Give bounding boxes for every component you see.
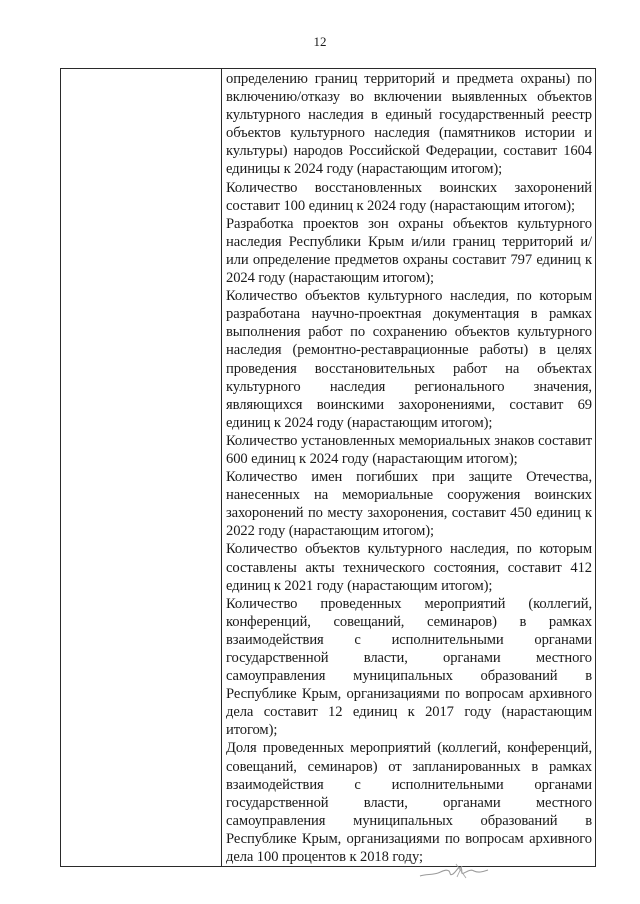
paragraph: Количество объектов культурного наследия, по которым составлены акты технического состояния, составит 412 единиц к 2021 году (нарастающим итогом);: [226, 541, 592, 594]
cell-text: [222, 69, 595, 866]
handwritten-signature-icon: [416, 858, 496, 884]
paragraph: Разработка проектов зон охраны объектов культурного наследия Республики Крым и/или границ территорий и/или определение предметов охраны составит 797 единиц к 2024 году (нарастающим итогом);: [226, 215, 592, 287]
right-cell: [222, 69, 596, 867]
table-row: [61, 69, 596, 867]
paragraph: Количество объектов культурного наследия, по которым разработана научно-проектная документация в рамках выполнения работ по сохранению объектов культурного наследия (ремонтно-реставрационные работы) в целях проведения восстановительных работ на объектах культурного наследия регионального значения, являющихся воинскими захоронениями, составит 69 единиц к 2024 году (нарастающим итогом);: [226, 288, 592, 431]
paragraph: Количество имен погибших при защите Отечества, нанесенных на мемориальные сооружения воинских захоронений по месту захоронения, составит 450 единиц к 2022 году (нарастающим итогом);: [226, 469, 592, 540]
paragraph: Количество проведенных мероприятий (коллегий, конференций, совещаний, семинаров) в рамках взаимодействия с исполнительными органами государственной власти, органами местного самоуправления муниципальных образований в Республике Крым, организациями по вопросам архивного дела составит 12 единиц к 2017 году (нарастающим итогом);: [226, 595, 592, 739]
page-number: 12: [313, 34, 327, 49]
document-table: [60, 68, 596, 867]
left-cell: [61, 69, 222, 867]
paragraph: Количество восстановленных воинских захоронений составит 100 единиц к 2024 году (нарастающим итогом);: [226, 179, 592, 214]
paragraph: Количество установленных мемориальных знаков составит 600 единиц к 2024 году (нарастающим итогом);: [226, 432, 592, 467]
paragraph: Доля проведенных мероприятий (коллегий, конференций, совещаний, семинаров) от запланированных в рамках взаимодействия с исполнительными органами государственной власти, органами местного самоуправления муниципальных образований в Республике Крым, организациями по вопросам архивного дела 100 процентов к 2018 году;: [226, 740, 592, 866]
paragraph: определению границ территорий и предмета охраны) по включению/отказу во включении выявленных объектов культурного наследия в единый государственный реестр объектов культурного наследия (памятников истории и культуры) народов Российской Федерации, составит 1604 единицы к 2024 году (нарастающим итогом);: [226, 71, 592, 178]
